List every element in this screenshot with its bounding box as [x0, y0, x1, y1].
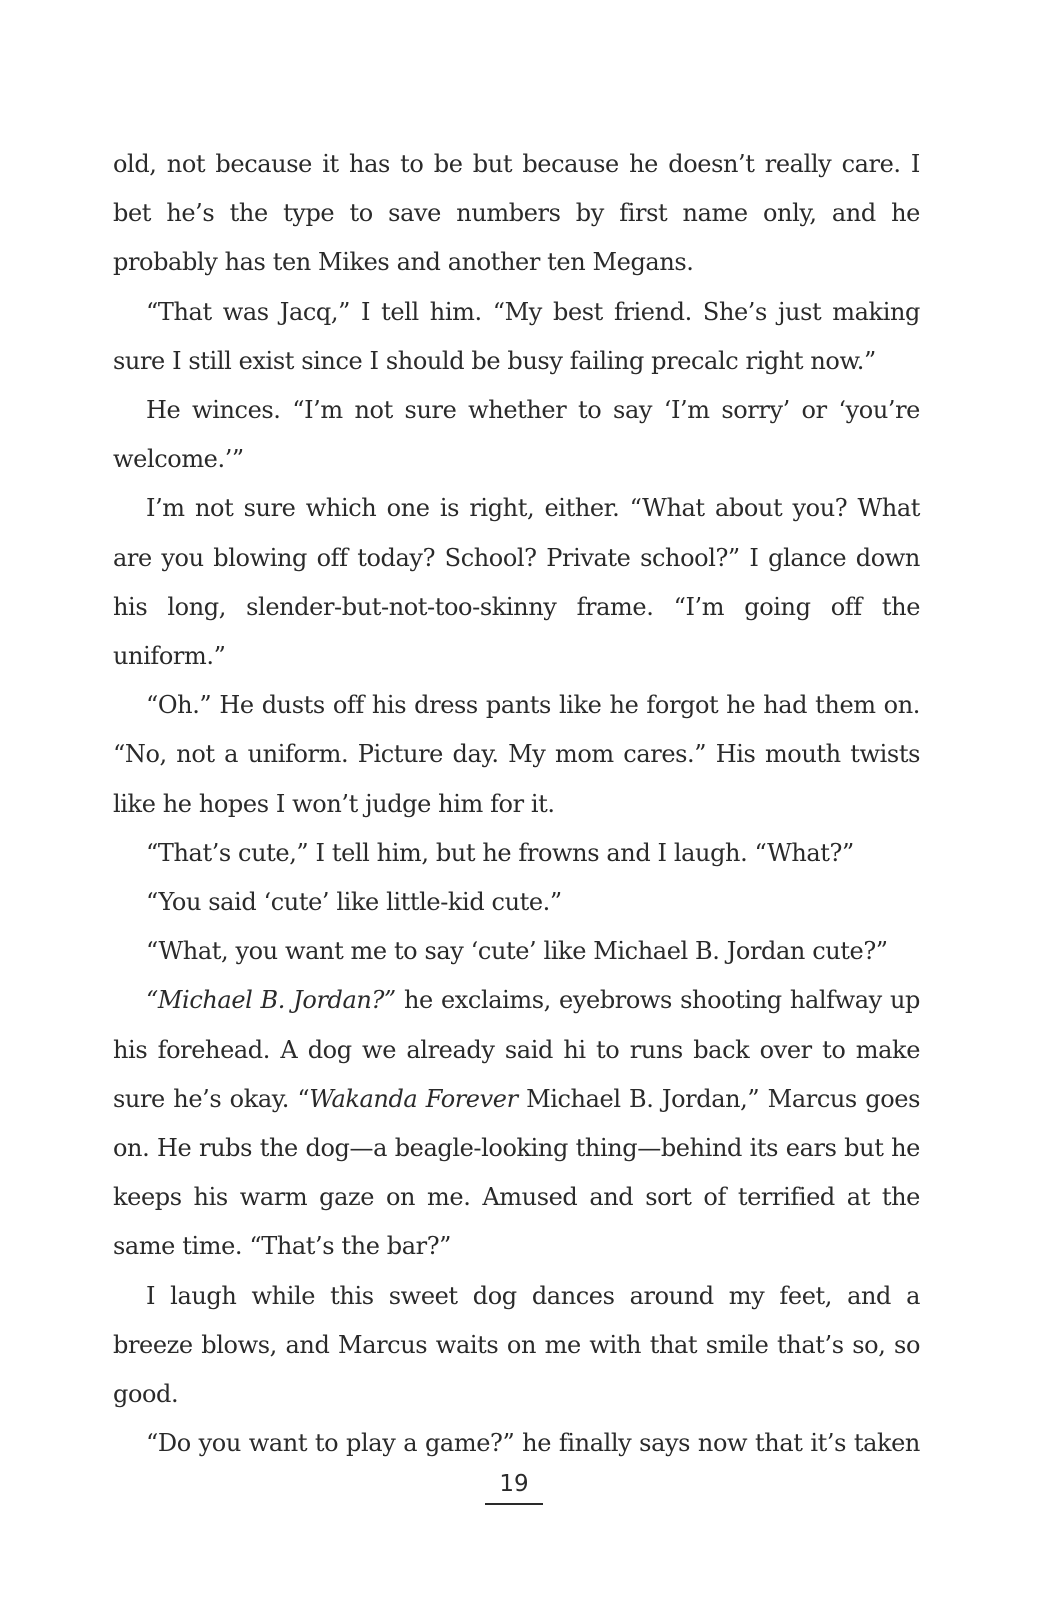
paragraph — [113, 1272, 920, 1420]
page-number: 19 — [499, 1471, 529, 1497]
paragraph — [113, 878, 920, 927]
page-number-underline — [485, 1503, 543, 1505]
paragraph — [113, 976, 920, 1271]
body-text — [113, 140, 920, 1468]
text-segment: “That was Jacq,” I tell him. “My best friend. She’s just making sure I still exist since I should be busy failing precalc right now.” — [113, 297, 920, 375]
text-segment: He winces. “I’m not sure whether to say ‘I’m sorry’ or ‘you’re welcome.’” — [113, 396, 920, 474]
paragraph — [113, 681, 920, 829]
paragraph — [113, 288, 920, 386]
text-segment: “Oh.” He dusts off his dress pants like he forgot he had them on. “No, not a uniform. Picture day. My mom cares.” His mouth twists like he hopes I won’t judge him for it. — [113, 691, 920, 818]
text-segment: Michael B. Jordan,” Marcus goes on. He rubs the dog—a beagle-looking thing—behind its ears but he keeps his warm gaze on me. Amused and sort of terrified at the same time. “That’s the bar?” — [113, 1084, 920, 1261]
paragraph — [113, 1419, 920, 1468]
text-segment: I laugh while this sweet dog dances around my feet, and a breeze blows, and Marcus waits on me with that smile that’s so, so good. — [113, 1281, 920, 1409]
paragraph — [113, 927, 920, 976]
text-segment: I’m not sure which one is right, either. “What about you? What are you blowing off today? School? Private school?” I glance down his long, slender-but-not-too-skinny frame. “I’m going off the uniform.” — [113, 494, 920, 671]
paragraph — [113, 484, 920, 681]
paragraph — [113, 140, 920, 288]
text-segment: “Do you want to play a game?” he finally says now that it’s taken — [146, 1429, 920, 1458]
text-segment: “That’s cute,” I tell him, but he frowns and I laugh. “What?” — [146, 838, 854, 867]
text-segment: “What, you want me to say ‘cute’ like Michael B. Jordan cute?” — [146, 937, 888, 966]
italic-text-segment: “Michael B. Jordan?” — [146, 986, 396, 1015]
italic-text-segment: Wakanda Forever — [309, 1084, 518, 1113]
text-segment: he exclaims, eyebrows shooting halfway up his forehead. A dog we already said hi to runs back over to make sure he’s okay. “ — [113, 986, 920, 1113]
paragraph — [113, 386, 920, 484]
text-segment: “You said ‘cute’ like little-kid cute.” — [146, 888, 562, 917]
text-segment: old, not because it has to be but because he doesn’t really care. I bet he’s the type to save numbers by first name only, and he probably has ten Mikes and another ten Megans. — [113, 150, 920, 277]
paragraph — [113, 829, 920, 878]
